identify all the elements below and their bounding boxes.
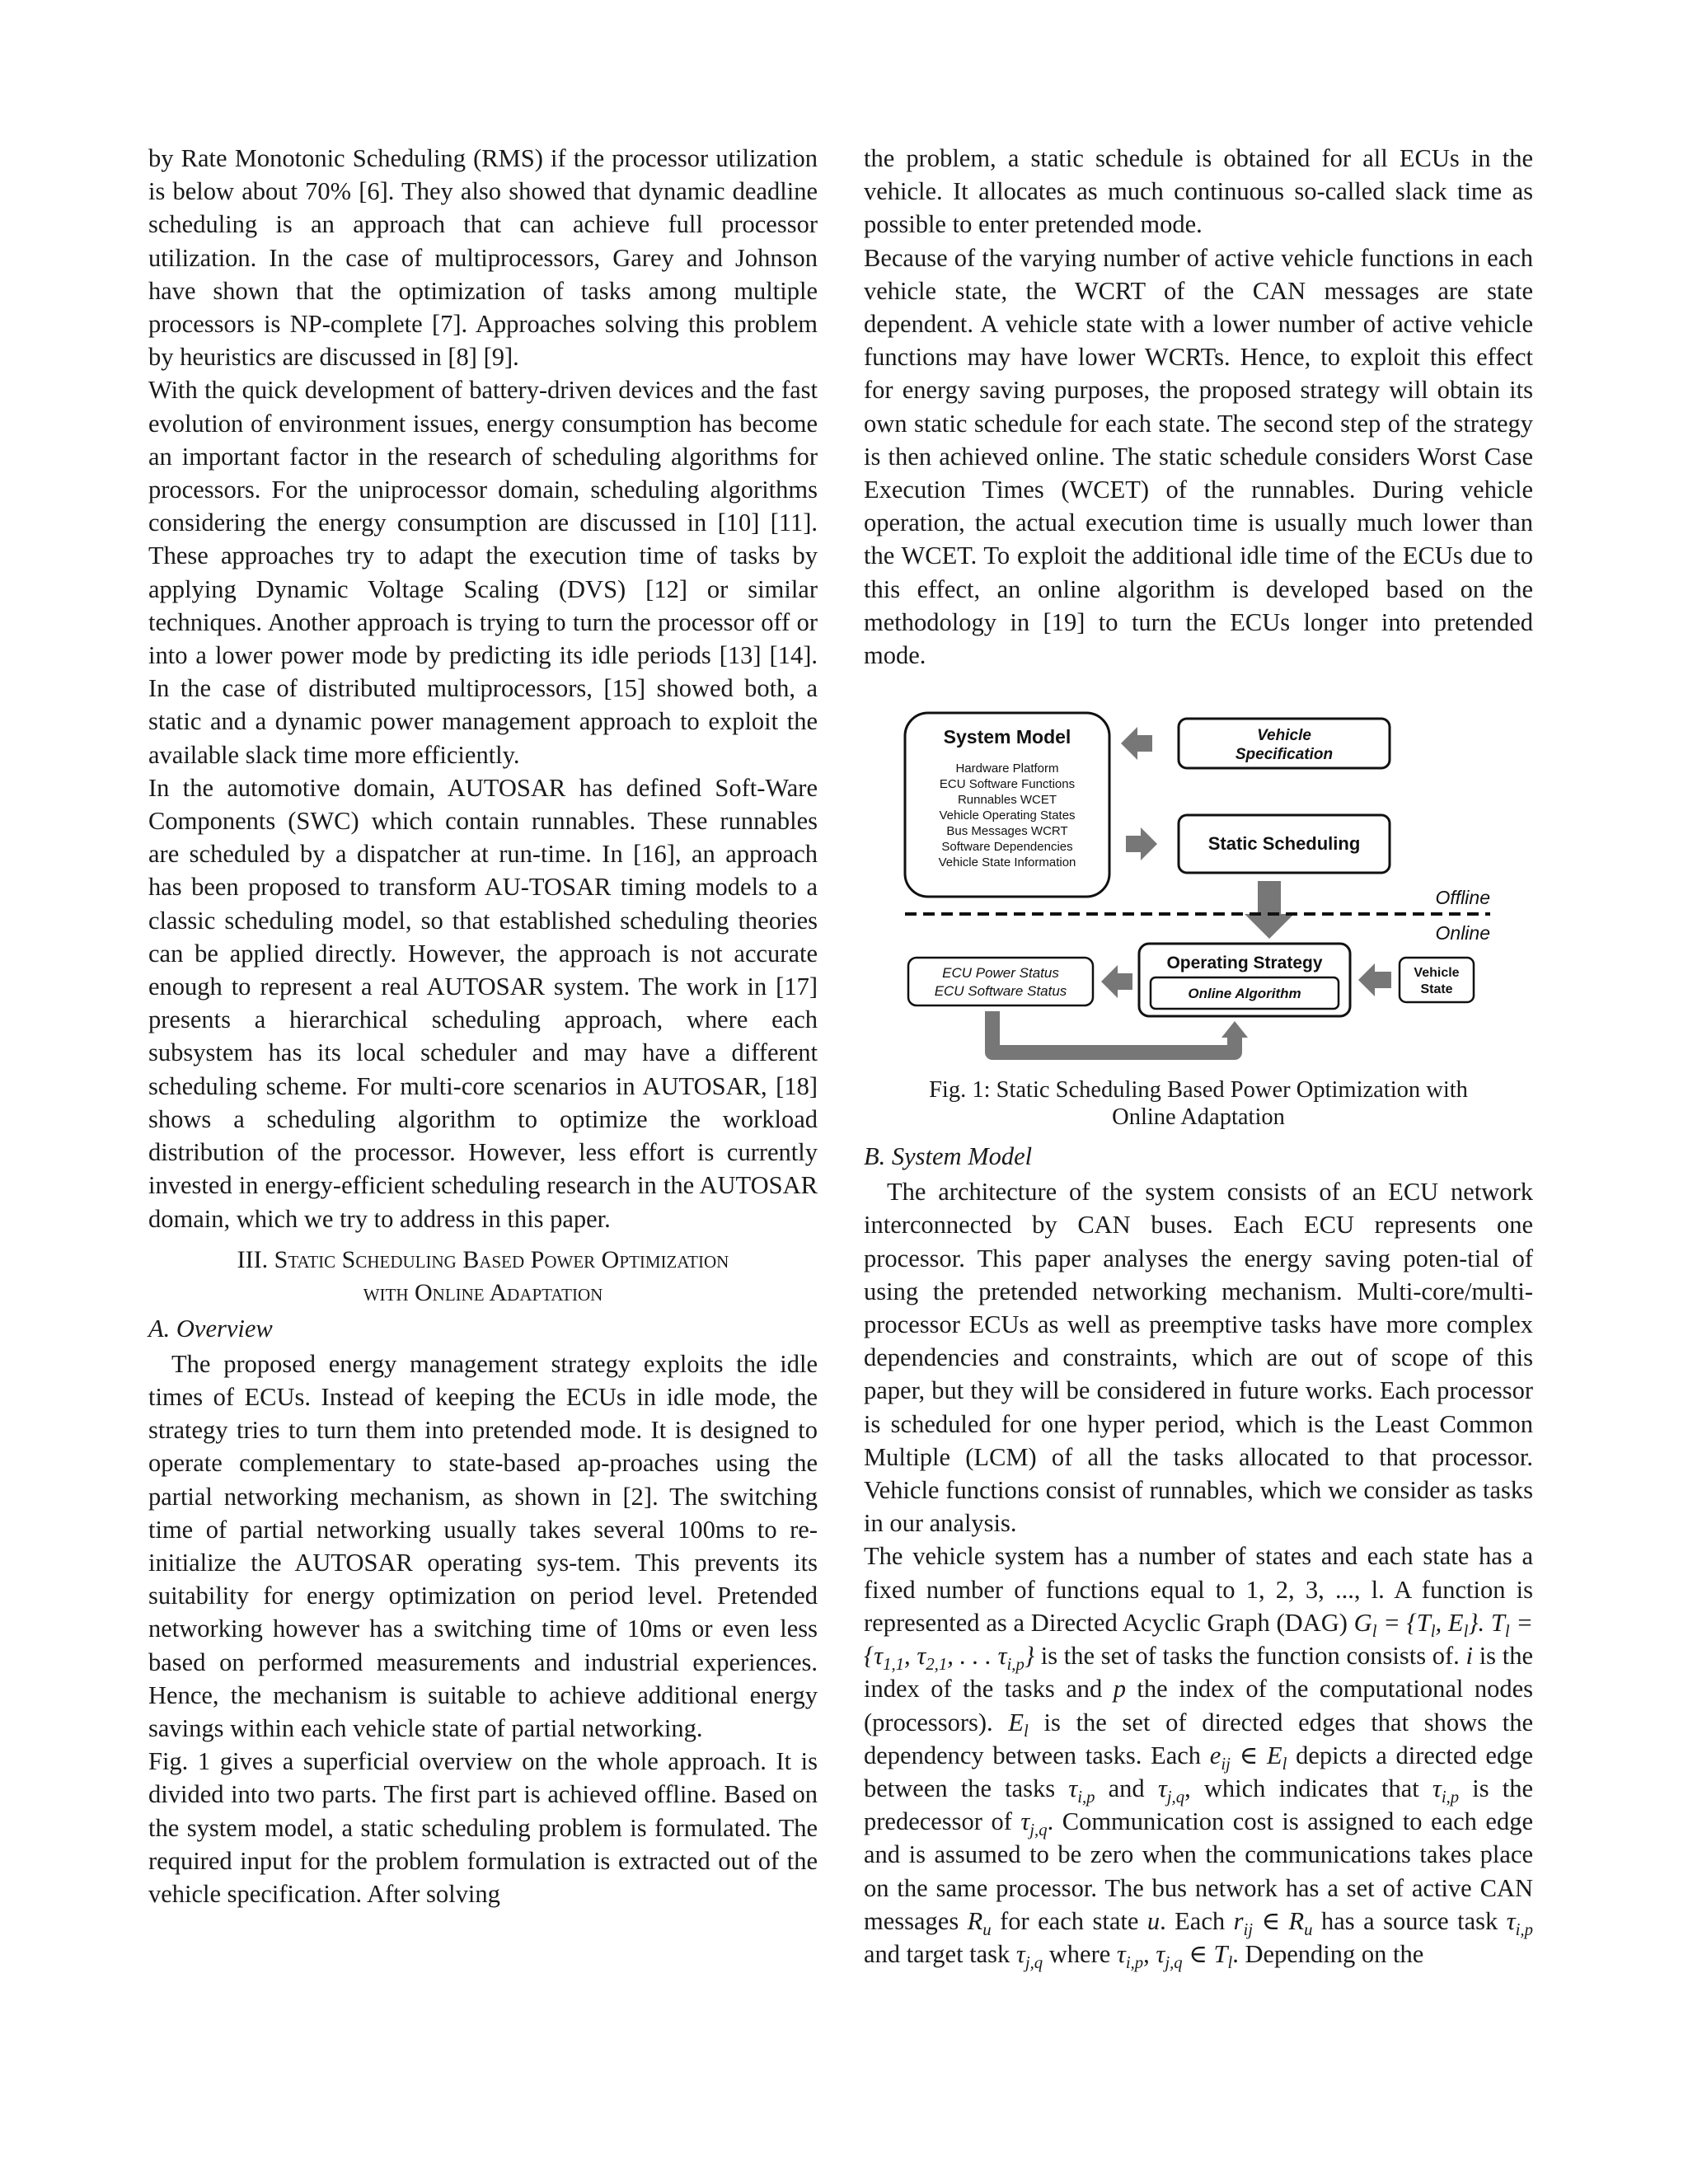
section-title-line2: with Online Adaptation: [363, 1278, 603, 1306]
section-title-line1: Static Scheduling Based Power Optimization: [274, 1245, 729, 1273]
right-paragraph-4: The vehicle system has a number of states and each state has a fixed number of functions equal to 1, 2, 3, ..., l. A function is represented as a Directed Acyclic Graph (DAG) $G_l = \{T_l$, $E_l$}. $T_l = \{\tau_{1,1}$, $\tau_{2,1}$, . . . $\tau_{i,p}$} is the set of tasks the function consists of. i is the index of the tasks and p the index of the computational nodes (processors). $E_l$ is the set of directed edges that shows the dependency between tasks. Each $e_{ij}$ ∈ $E_l$ depicts a directed edge between the tasks $\tau_{i,p}$ and $\tau_{j,q}$, which indicates that $\tau_{i,p}$ is the predecessor of $\tau_{j,q}$. Communication cost is assigned to each edge and is assumed to be zero when the communications takes place on the same processor. The bus network has a set of active CAN messages $R_u$ for each state u. Each $r_{ij}$ ∈ $R_u$ has a source task $\tau_{i,p}$ and target task $\tau_{j,q}$ where $\tau_{i,p}$, $\tau_{j,q}$ ∈ $T_l$. Depending on the: [864, 1542, 1534, 1973]
system-model-item: Hardware Platform: [955, 762, 1059, 776]
system-model-item: Vehicle State Information: [938, 855, 1076, 870]
section-heading: [148, 1244, 818, 1310]
right-paragraph-2: Because of the varying number of active vehicle functions in each vehicle state, the WCRT of the CAN messages are state dependent. A vehicle state with a lower number of active vehicle functions may have lower WCRTs. Hence, to exploit this effect for energy saving purposes, the proposed strategy will obtain its own static schedule for each state. The second step of the strategy is then achieved online. The static schedule considers Worst Case Execution Times (WCET) of the runnables. During vehicle operation, the actual execution time is usually much lower than the WCET. To exploit the additional idle time of the ECUs due to this effect, an online algorithm is developed based on the methodology in [19] to turn the ECUs longer into pretended mode.: [864, 243, 1533, 670]
system-model-item: Bus Messages WCRT: [946, 824, 1068, 839]
vehicle-specification-line1: Vehicle: [1257, 727, 1311, 745]
right-paragraph-3: The architecture of the system consists of an ECU network interconnected by CAN buses. Each ECU represents one processor. This paper analyses the energy saving poten-tial of using the pretended networking mechanism. Multi-core/multi-processor ECUs as well as preemptive tasks have more complex dependencies and constraints, which are out of scope of this paper, but they will be considered in future works. Each processor is scheduled for one hyper period, which is the Least Common Multiple (LCM) of all the tasks allocated to that processor. Vehicle functions consist of runnables, which we consider as tasks in our analysis.: [864, 1178, 1533, 1538]
system-model-item: Runnables WCET: [957, 793, 1057, 808]
figure-caption-line2: Online Adaptation: [1112, 1104, 1285, 1131]
left-paragraph-1: by Rate Monotonic Scheduling (RMS) if the processor utilization is below about 70% [6]. They also showed that dynamic deadline scheduling is an approach that can achieve full processor utilization. In the case of multiprocessors, Garey and Johnson have shown that the optimization of tasks among multiple processors is NP-complete [7]. Approaches solving this problem by heuristics are discussed in [8] [9].: [148, 144, 818, 372]
arrow-down-icon: [1245, 881, 1294, 939]
system-model-item: ECU Software Functions: [939, 777, 1076, 792]
system-model-list: [939, 762, 1076, 869]
offline-label: Offline: [1435, 887, 1490, 909]
ecu-software-status: ECU Software Status: [934, 983, 1067, 1000]
vehicle-specification-line2: Specification: [1235, 746, 1334, 764]
section-number: III.: [237, 1245, 269, 1273]
static-scheduling-label: Static Scheduling: [1207, 833, 1361, 855]
system-model-item: Vehicle Operating States: [939, 808, 1076, 823]
system-model-item: Software Dependencies: [941, 840, 1073, 855]
arrow-left-icon: [1101, 965, 1132, 998]
function-sequence: 1, 2, 3, ..., l: [1245, 1575, 1379, 1604]
system-model-title: System Model: [943, 726, 1071, 748]
right-paragraph-1: the problem, a static schedule is obtained for all ECUs in the vehicle. It allocates as much continuous so-called slack time as possible to enter pretended mode.: [864, 144, 1533, 239]
vehicle-state-line1: Vehicle: [1414, 966, 1460, 981]
figure-caption-line1: Fig. 1: Static Scheduling Based Power Optimization with: [929, 1077, 1468, 1104]
arrow-left-icon: [1358, 963, 1391, 996]
figure-1: [864, 698, 1533, 1131]
subsection-overview: A. Overview: [148, 1314, 273, 1343]
arrow-left-icon: [1121, 727, 1152, 760]
operating-strategy-label: Operating Strategy: [1166, 954, 1323, 973]
arrow-right-icon: [1126, 827, 1157, 860]
left-paragraph-3: In the automotive domain, AUTOSAR has defined Soft-Ware Components (SWC) which contain runnables. These runnables are scheduled by a dispatcher at run-time. In [16], an approach has been proposed to transform AU-TOSAR timing models to a classic scheduling model, so that established scheduling theories can be applied directly. However, the approach is not accurate enough to represent a real AUTOSAR system. The work in [17] presents a hierarchical scheduling approach, where each subsystem has its local scheduler and may have a different scheduling scheme. For multi-core scenarios in AUTOSAR, [18] shows a scheduling algorithm to optimize the workload distribution of the processor. However, less effort is currently invested in energy-efficient scheduling research in the AUTOSAR domain, which we try to address in this paper.: [148, 773, 818, 1233]
left-column: [148, 142, 818, 1910]
online-algorithm-label: Online Algorithm: [1188, 986, 1301, 1002]
left-paragraph-4: The proposed energy management strategy exploits the idle times of ECUs. Instead of keeping the ECUs in idle mode, the strategy tries to turn them into pretended mode. It is designed to operate complementary to state-based ap-proaches using the partial networking mechanism, as shown in [2]. The switching time of partial networking usually takes several 100ms to re-initialize the AUTOSAR operating sys-tem. This prevents its suitability for energy optimization on period level. Pretended networking however has a switching time of 10ms or even less based on performed measurements and industrial experiences. Hence, the mechanism is suitable to achieve additional energy savings within each vehicle state of partial networking.: [148, 1349, 818, 1742]
arrow-up-icon: [1221, 1021, 1248, 1038]
left-paragraph-5: Fig. 1 gives a superficial overview on the whole approach. It is divided into two parts. The first part is achieved offline. Based on the system model, a static scheduling problem is formulated. The required input for the problem formulation is extracted out of the vehicle specification. After solving: [148, 1747, 818, 1908]
ecu-power-status: ECU Power Status: [942, 965, 1059, 982]
figure-diagram: [864, 698, 1533, 1065]
left-paragraph-2: With the quick development of battery-driven devices and the fast evolution of environment issues, energy consumption has become an important factor in the research of scheduling algorithms for processors. For the uniprocessor domain, scheduling algorithms considering the energy consumption are discussed in [10] [11]. These approaches try to adapt the execution time of tasks by applying Dynamic Voltage Scaling (DVS) [12] or similar techniques. Another approach is trying to turn the processor off or into a lower power mode by predicting its idle periods [13] [14]. In the case of distributed multiprocessors, [15] showed both, a static and a dynamic power management approach to exploit the available slack time more efficiently.: [148, 376, 818, 769]
figure-caption: [880, 1076, 1517, 1131]
right-column: [864, 142, 1533, 1971]
online-label: Online: [1435, 922, 1490, 944]
vehicle-state-line2: State: [1420, 982, 1453, 997]
subsection-system-model: B. System Model: [864, 1142, 1033, 1171]
